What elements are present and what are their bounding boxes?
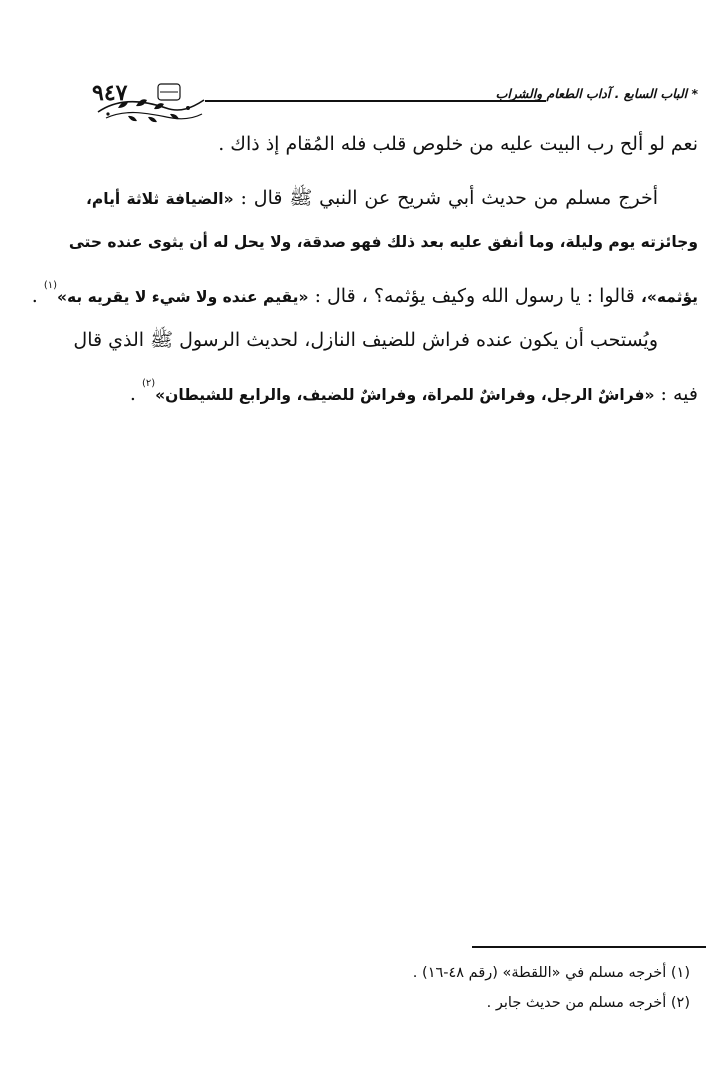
footnote-ref-1[interactable]: (١) — [43, 280, 57, 291]
question-text: قالوا : يا رسول الله وكيف يؤثمه؟ ، قال : — [314, 285, 635, 307]
sentence-end-2: . — [129, 383, 136, 405]
paragraph-3-line-2 — [86, 362, 698, 406]
paragraph-2-line-2: وجائزته يوم وليلة، وما أنفق عليه بعد ذلك فهو صدقة، ولا يحل له أن يثوى عنده حتى — [68, 233, 698, 251]
hadith-quote-end: يؤثمه»، — [640, 288, 698, 306]
main-text — [31, 122, 698, 406]
footnote-1: (١) أخرجه مسلم في «اللقطة» (رقم ٤٨-١٦) . — [412, 965, 690, 981]
hadith-quote-start: «الضيافة ثلاثة أيام، — [86, 190, 234, 208]
answer-quote: «يقيم عنده ولا شيء لا يقريه به» — [57, 288, 309, 306]
fihi-text: فيه : — [660, 383, 698, 405]
paragraph-2-line-1 — [86, 176, 698, 220]
footnotes — [90, 958, 690, 1018]
footnote-ref-2[interactable]: (٢) — [141, 378, 156, 389]
footnote-rule — [472, 946, 706, 948]
page-number: ٩٤٧ — [92, 80, 128, 106]
header-rule — [205, 100, 546, 102]
firash-quote: «فراشٌ الرجل، وفراشٌ للمراة، وفراشٌ للضيف، والرابع للشيطان» — [155, 386, 655, 404]
sentence-end: . — [31, 285, 38, 307]
paragraph-3-line-1: ويُستحب أن يكون عنده فراش للضيف النازل، لحديث الرسول ﷺ الذي قال — [73, 329, 658, 351]
footnote-2: (٢) أخرجه مسلم من حديث جابر . — [486, 995, 690, 1011]
hadith-intro: أخرج مسلم من حديث أبي شريح عن النبي ﷺ قال : — [240, 187, 659, 209]
running-head: * الباب السابع . آداب الطعام والشراب — [495, 86, 698, 101]
paragraph-1-line-1: نعم لو ألح رب البيت عليه من خلوص قلب فله المُقام إذ ذاك . — [218, 133, 698, 155]
paragraph-2-line-3 — [31, 264, 698, 308]
